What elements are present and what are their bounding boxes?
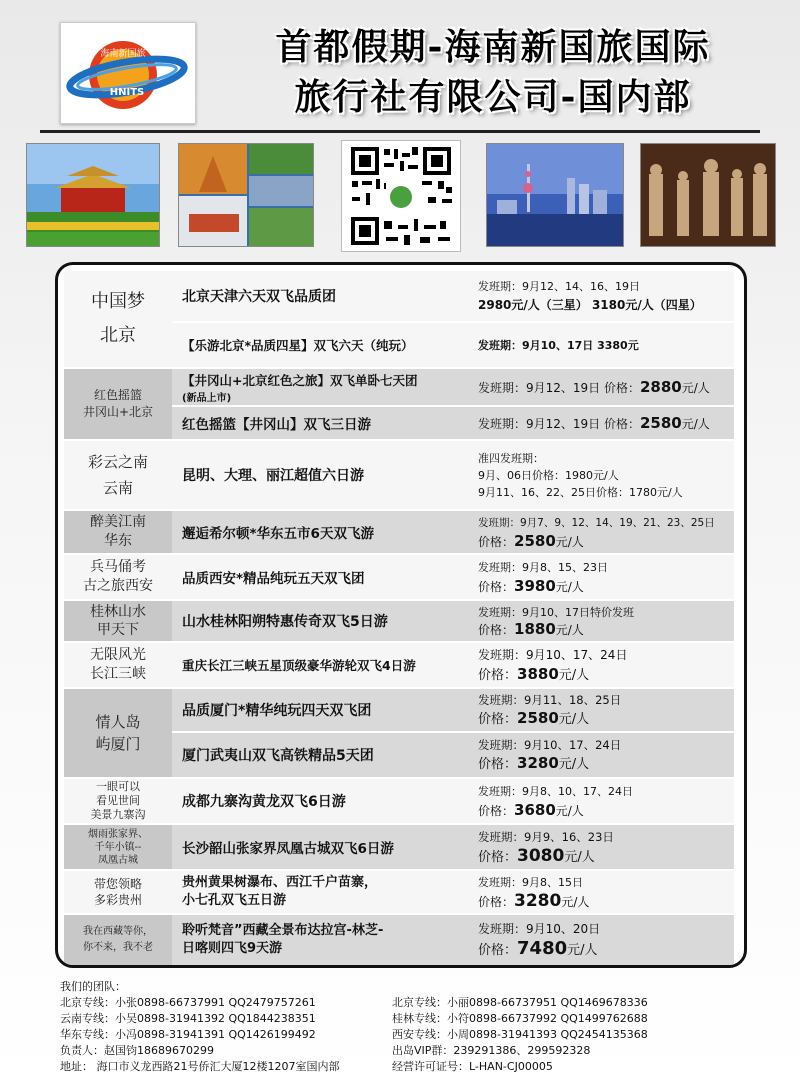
info-xiamen-wuyishan: 发班期：9月10、17、24日 价格：3280元/人 — [468, 733, 734, 777]
info-jiuzhaigou: 发班期：9月8、10、17、24日 价格：3680元/人 — [468, 779, 734, 823]
region-xian: 兵马俑考 古之旅西安 — [64, 555, 172, 599]
info-zhangjiajie: 发班期：9月9、16、23日 价格：3080元/人 — [468, 825, 734, 869]
info-yunnan: 准四发班期： 9月、06日价格：1980元/人 9月11、16、22、25日价格：1780元/人 — [468, 441, 734, 509]
page-title — [208, 22, 778, 122]
info-tibet: 发班期：9月10、20日 价格：7480元/人 — [468, 915, 734, 965]
address: 地址： 海口市义龙西路21号侨汇大厦12楼1207室国内部 — [60, 1060, 340, 1073]
route-yunnan[interactable]: 昆明、大理、丽江超值六日游 — [172, 441, 468, 509]
company-logo — [60, 22, 196, 124]
info-guilin: 发班期：9月10、17日特价发班 价格：1880元/人 — [468, 601, 734, 641]
title-line-2: 旅行社有限公司-国内部 — [294, 76, 692, 118]
qr-code[interactable] — [341, 140, 461, 252]
route-jinggangshan[interactable]: 红色摇篮【井冈山】双飞三日游 — [172, 407, 468, 439]
tour-row-zhangjiajie — [58, 825, 744, 870]
tour-row-tibet — [58, 915, 744, 966]
route-three-gorges[interactable]: 重庆长江三峡五星顶级豪华游轮双飞4日游 — [172, 643, 468, 687]
region-jinggangshan: 红色摇篮 井冈山+北京 — [64, 369, 172, 439]
route-jiuzhaigou[interactable]: 成都九寨沟黄龙双飞6日游 — [172, 779, 468, 823]
tour-row-beijing — [58, 271, 744, 368]
license-number: 经营许可证号：L-HAN-CJ00005 — [392, 1060, 553, 1073]
info-beijing-premium: 发班期：9月10、17日 3380元 — [468, 323, 734, 367]
region-zhangjiajie: 烟雨张家界、 千年小镇-- 凤凰古城 — [64, 825, 172, 869]
info-guizhou: 发班期：9月8、15日 价格：3280元/人 — [468, 871, 734, 913]
tour-row-huadong — [58, 511, 744, 554]
tiananmen-photo — [26, 143, 160, 247]
region-guilin: 桂林山水 甲天下 — [64, 601, 172, 641]
region-yunnan: 彩云之南 云南 — [64, 441, 172, 509]
tour-row-jinggangshan — [58, 369, 744, 440]
contact-left-2: 云南专线：小吴0898-31941392 QQ1844238351 — [60, 1012, 316, 1025]
route-huadong[interactable]: 邂逅希尔顿*华东五市6天双飞游 — [172, 511, 468, 553]
manager-contact: 负责人：赵国钧18689670299 — [60, 1044, 214, 1057]
tour-table — [55, 262, 747, 968]
tour-row-yunnan — [58, 441, 744, 510]
region-beijing: 中国梦 北京 — [64, 271, 172, 367]
contact-right-1: 北京专线：小丽0898-66737951 QQ1469678336 — [392, 996, 648, 1009]
region-guizhou: 带您领略 多彩贵州 — [64, 871, 172, 913]
region-huadong: 醉美江南 华东 — [64, 511, 172, 553]
tour-row-three-gorges — [58, 643, 744, 688]
tour-row-xiamen — [58, 689, 744, 778]
route-xiamen-wuyishan[interactable]: 厦门武夷山双飞高铁精品5天团 — [172, 733, 468, 777]
info-three-gorges: 发班期：9月10、17、24日 价格：3880元/人 — [468, 643, 734, 687]
route-guilin[interactable]: 山水桂林阳朔特惠传奇双飞5日游 — [172, 601, 468, 641]
terracotta-warriors-photo — [640, 143, 776, 247]
region-tibet: 我在西藏等你， 你不来，我不老 — [64, 915, 172, 965]
title-line-1: 首都假期-海南新国旅国际 — [275, 26, 711, 68]
tour-row-guilin — [58, 601, 744, 642]
route-guizhou[interactable]: 贵州黄果树瀑布、西江千户苗寨， 小七孔双飞五日游 — [172, 871, 468, 913]
contact-right-2: 桂林专线：小符0898-66737992 QQ1499762688 — [392, 1012, 648, 1025]
info-huadong: 发班期：9月7、9、12、14、19、21、23、25日 价格：2580元/人 — [468, 511, 734, 553]
shanghai-skyline-photo — [486, 143, 624, 247]
svg-text:海南新国旅: 海南新国旅 — [100, 49, 146, 59]
info-jinggangshan-beijing: 发班期：9月12、19日 价格： 2880 元/人 — [468, 369, 734, 405]
route-jinggangshan-beijing[interactable]: 【井冈山+北京红色之旅】双飞单卧七天团 (新品上市) — [172, 369, 468, 405]
route-tibet[interactable]: 聆听梵音”西藏全景布达拉宫-林芝- 日喀则四飞9天游 — [172, 915, 468, 965]
header-divider — [40, 130, 760, 133]
route-beijing-tianjin[interactable]: 北京天津六天双飞品质团 — [172, 271, 468, 321]
route-xiamen[interactable]: 品质厦门*精华纯玩四天双飞团 — [172, 689, 468, 731]
contact-left-3: 华东专线：小冯0898-31941391 QQ1426199492 — [60, 1028, 316, 1041]
route-beijing-premium[interactable]: 【乐游北京*品质四星】双飞六天（纯玩） — [172, 323, 468, 367]
contact-left-1: 北京专线：小张0898-66737991 QQ2479757261 — [60, 996, 316, 1009]
region-xiamen: 情人岛 屿厦门 — [64, 689, 172, 777]
tour-row-guizhou — [58, 871, 744, 914]
info-xiamen: 发班期：9月11、18、25日 价格：2580元/人 — [468, 689, 734, 731]
route-xian[interactable]: 品质西安*精品纯玩五天双飞团 — [172, 555, 468, 599]
info-beijing-tianjin: 发班期：9月12、14、16、19日 2980元/人（三星） 3180元/人（四星） — [468, 271, 734, 321]
guangxi-collage-photo — [178, 143, 314, 247]
info-xian: 发班期：9月8、15、23日 价格：3980元/人 — [468, 555, 734, 599]
contact-right-3: 西安专线：小周0898-31941393 QQ2454135368 — [392, 1028, 648, 1041]
svg-text:HNITS: HNITS — [109, 87, 145, 98]
vip-group: 出岛VIP群：239291386、299592328 — [392, 1044, 591, 1057]
info-jinggangshan: 发班期：9月12、19日 价格： 2580 元/人 — [468, 407, 734, 439]
tour-row-xian — [58, 555, 744, 600]
tour-row-jiuzhaigou — [58, 779, 744, 824]
region-jiuzhaigou: 一眼可以 看见世间 美景九寨沟 — [64, 779, 172, 823]
route-zhangjiajie[interactable]: 长沙韶山张家界凤凰古城双飞6日游 — [172, 825, 468, 869]
region-three-gorges: 无限风光 长江三峡 — [64, 643, 172, 687]
team-label: 我们的团队： — [60, 980, 126, 993]
